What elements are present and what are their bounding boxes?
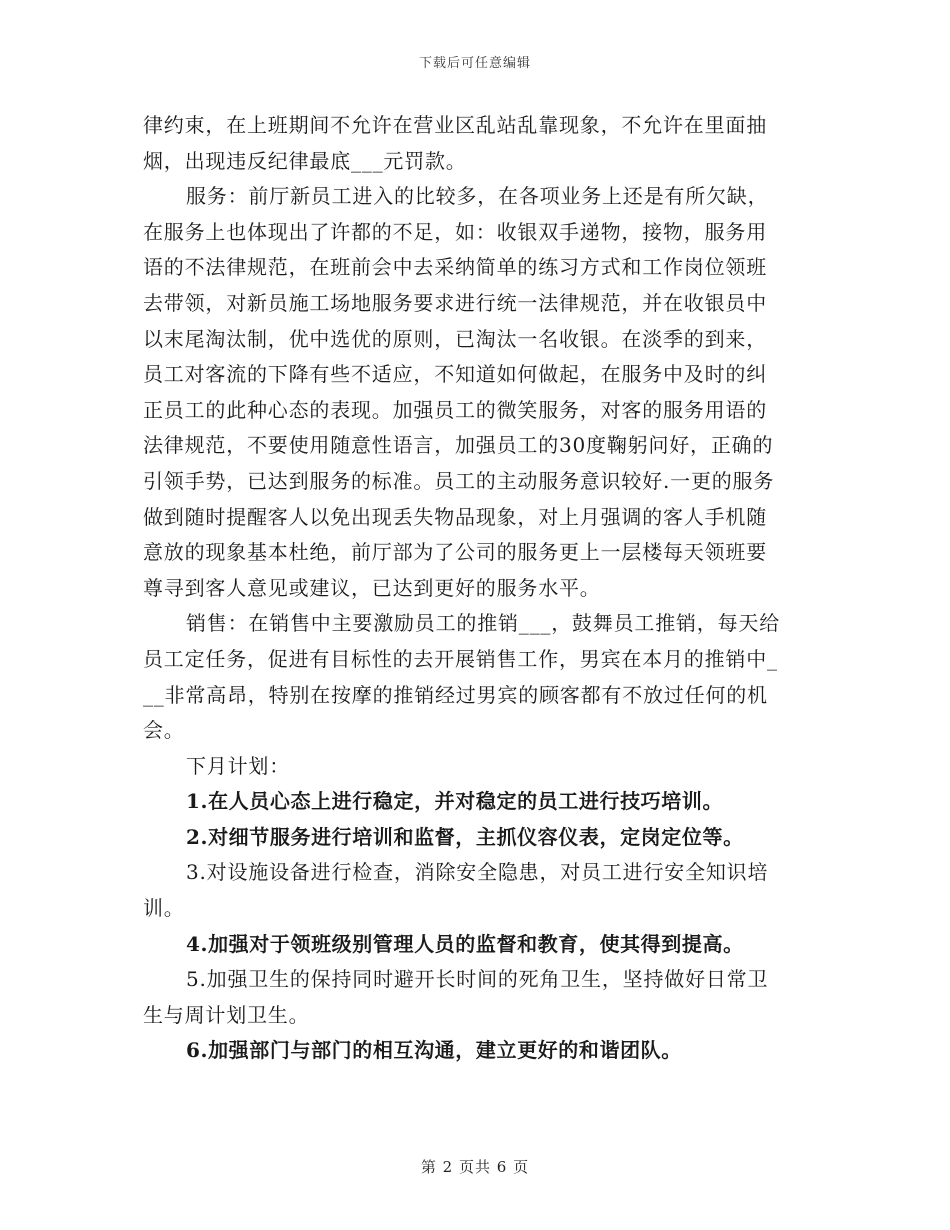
- body-line: 以末尾淘汰制，优中选优的原则，已淘汰一名收银。在淡季的到来，: [143, 326, 767, 351]
- body-line: 烟，出现违反纪律最底___元罚款。: [143, 148, 467, 173]
- body-line: 法律规范，不要使用随意性语言，加强员工的30度鞠躬问好，正确的: [143, 433, 774, 458]
- body-line: 训。: [143, 896, 185, 921]
- body-line: 去带领，对新员施工场地服务要求进行统一法律规范，并在收银员中: [143, 290, 767, 315]
- body-line: 引领手势，已达到服务的标准。员工的主动服务意识较好.一更的服务: [143, 468, 775, 493]
- body-line: 在服务上也体现出了许都的不足，如：收银双手递物，接物，服务用: [143, 219, 767, 244]
- page-number: 第 2 页共 6 页: [420, 1158, 530, 1176]
- body-line: 尊寻到客人意见或建议，已达到更好的服务水平。: [143, 575, 601, 600]
- body-line: 4.加强对于领班级别管理人员的监督和教育，使其得到提高。: [186, 931, 744, 956]
- body-line: 下月计划：: [186, 753, 290, 778]
- body-line: 正员工的此种心态的表现。加强员工的微笑服务，对客的服务用语的: [143, 397, 767, 422]
- body-line: 生与周计划卫生。: [143, 1002, 310, 1027]
- body-line: 律约束，在上班期间不允许在营业区乱站乱靠现象，不允许在里面抽: [143, 113, 767, 137]
- body-line: 6.加强部门与部门的相互沟通，建立更好的和谐团队。: [186, 1038, 682, 1063]
- body-line: 意放的现象基本杜绝，前厅部为了公司的服务更上一层楼每天领班要: [143, 540, 767, 565]
- body-line: __非常高昂，特别在按摩的推销经过男宾的顾客都有不放过任何的机: [143, 682, 768, 707]
- body-line: 1.在人员心态上进行稳定，并对稳定的员工进行技巧培训。: [186, 789, 724, 814]
- body-line: 5.加强卫生的保持同时避开长时间的死角卫生，坚持做好日常卫: [186, 967, 769, 992]
- body-line: 服务：前厅新员工进入的比较多，在各项业务上还是有所欠缺，: [186, 184, 769, 209]
- body-line: 2.对细节服务进行培训和监督，主抓仪容仪表，定岗定位等。: [186, 824, 744, 849]
- body-line: 员工定任务，促进有目标性的去开展销售工作，男宾在本月的推销中_: [143, 646, 778, 671]
- body-line: 会。: [143, 718, 185, 743]
- body-line: 做到随时提醒客人以免出现丢失物品现象，对上月强调的客人手机随: [143, 504, 767, 529]
- body-line: 3.对设施设备进行检查，消除安全隐患，对员工进行安全知识培: [186, 860, 769, 885]
- body-line: 员工对客流的下降有些不适应，不知道如何做起，在服务中及时的纠: [143, 362, 767, 387]
- page-header: 下载后可任意编辑: [418, 56, 531, 71]
- body-line: 销售：在销售中主要激励员工的推销___，鼓舞员工推销，每天给: [186, 611, 780, 636]
- document-body: [143, 108, 813, 1069]
- body-line: 语的不法律规范，在班前会中去采纳简单的练习方式和工作岗位领班: [143, 255, 767, 280]
